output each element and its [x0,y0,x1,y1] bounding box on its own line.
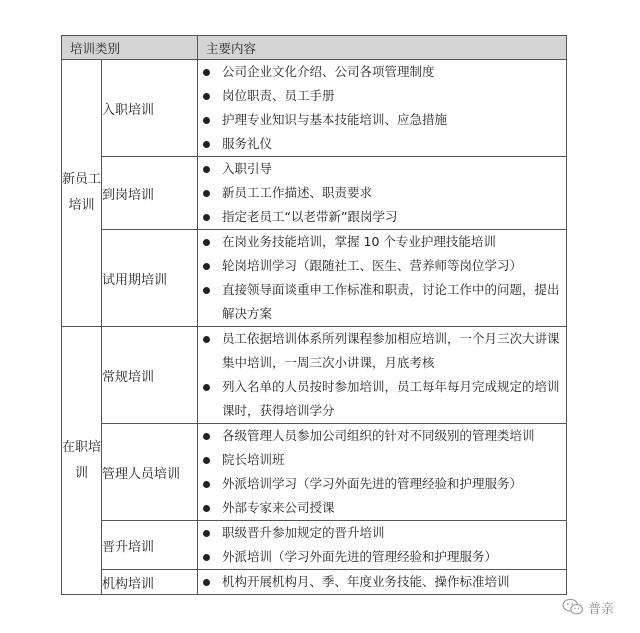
list-item-text: 机构开展机构月、季、年度业务技能、操作标准培训 [222,574,510,589]
content-list [198,327,566,423]
list-item [198,375,566,423]
bullet-icon [203,481,210,488]
list-item [198,181,566,205]
content-list [198,230,566,326]
list-item [198,570,566,594]
content-cell [198,521,567,570]
list-item-text: 岗位职责、员工手册 [222,88,335,103]
table-header-row [62,36,567,60]
list-item [198,205,566,229]
content-cell [198,424,567,521]
group-label: 新员工培训 [62,60,102,327]
list-item-text: 在岗业务技能培训，掌握 10 个专业护理技能培训 [222,234,496,249]
bullet-icon [203,336,210,343]
list-item [198,472,566,496]
bullet-icon [203,239,210,246]
list-item-text: 各级管理人员参加公司组织的针对不同级别的管理类培训 [222,428,535,443]
table-row [62,424,567,521]
watermark-text: 普亲 [588,601,615,617]
content-cell [198,327,567,424]
header-category: 培训类别 [62,36,198,60]
list-item-text: 公司企业文化介绍、公司各项管理制度 [222,64,435,79]
list-item [198,521,566,545]
list-item [198,157,566,181]
sub-category: 管理人员培训 [102,424,198,521]
sub-category: 机构培训 [102,570,198,595]
list-item-text: 服务礼仪 [222,136,273,151]
list-item-text: 员工依据培训体系所列课程参加相应培训，一个月三次大讲课集中培训，一周三次小讲课，月底考核 [222,331,560,370]
table-row [62,327,567,424]
list-item [198,84,566,108]
list-item-text: 入职引导 [222,161,273,176]
list-item [198,545,566,569]
list-item-text: 新员工工作描述、职责要求 [222,185,373,200]
list-item-text: 直接领导面谈重申工作标准和职责，讨论工作中的问题，提出解决方案 [222,282,560,321]
table-row [62,570,567,595]
list-item-text: 院长培训班 [222,452,285,467]
list-item [198,424,566,448]
bullet-icon [203,214,210,221]
content-cell [198,570,567,595]
list-item [198,60,566,84]
header-content: 主要内容 [198,36,567,60]
list-item-text: 轮岗培训学习（跟随社工、医生、营养师等岗位学习） [222,258,523,273]
list-item [198,254,566,278]
table-body [62,60,567,595]
table-row [62,60,567,157]
table-row [62,521,567,570]
bullet-icon [203,117,210,124]
list-item [198,327,566,375]
list-item-text: 外派培训学习（学习外面先进的管理经验和护理服务） [222,476,523,491]
table-row [62,230,567,327]
content-cell [198,230,567,327]
bullet-icon [203,287,210,294]
table-row [62,157,567,230]
list-item [198,132,566,156]
content-list [198,157,566,229]
bullet-icon [203,384,210,391]
bullet-icon [203,579,210,586]
training-table [61,35,567,595]
list-item-text: 指定老员工“以老带新”跟岗学习 [222,209,398,224]
sub-category: 试用期培训 [102,230,198,327]
sub-category: 晋升培训 [102,521,198,570]
list-item-text: 外部专家来公司授课 [222,500,335,515]
list-item [198,108,566,132]
bullet-icon [203,166,210,173]
bullet-icon [203,457,210,464]
bullet-icon [203,505,210,512]
content-list [198,60,566,156]
sub-category: 到岗培训 [102,157,198,230]
list-item [198,230,566,254]
list-item [198,278,566,326]
bullet-icon [203,263,210,270]
list-item-text: 护理专业知识与基本技能培训、应急措施 [222,112,448,127]
bullet-icon [203,530,210,537]
bullet-icon [203,190,210,197]
bullet-icon [203,93,210,100]
content-list [198,570,566,594]
bullet-icon [203,554,210,561]
list-item-text: 外派培训（学习外面先进的管理经验和护理服务） [222,549,498,564]
content-cell [198,60,567,157]
sub-category: 入职培训 [102,60,198,157]
content-list [198,521,566,569]
bullet-icon [203,433,210,440]
watermark [562,596,634,618]
list-item [198,496,566,520]
list-item-text: 列入名单的人员按时参加培训，员工每年每月完成规定的培训课时，获得培训学分 [222,379,560,418]
group-label: 在职培训 [62,327,102,595]
bullet-icon [203,69,210,76]
content-list [198,424,566,520]
list-item [198,448,566,472]
list-item-text: 职级晋升参加规定的晋升培训 [222,525,385,540]
sub-category: 常规培训 [102,327,198,424]
content-cell [198,157,567,230]
bullet-icon [203,141,210,148]
wechat-icon [562,598,584,616]
